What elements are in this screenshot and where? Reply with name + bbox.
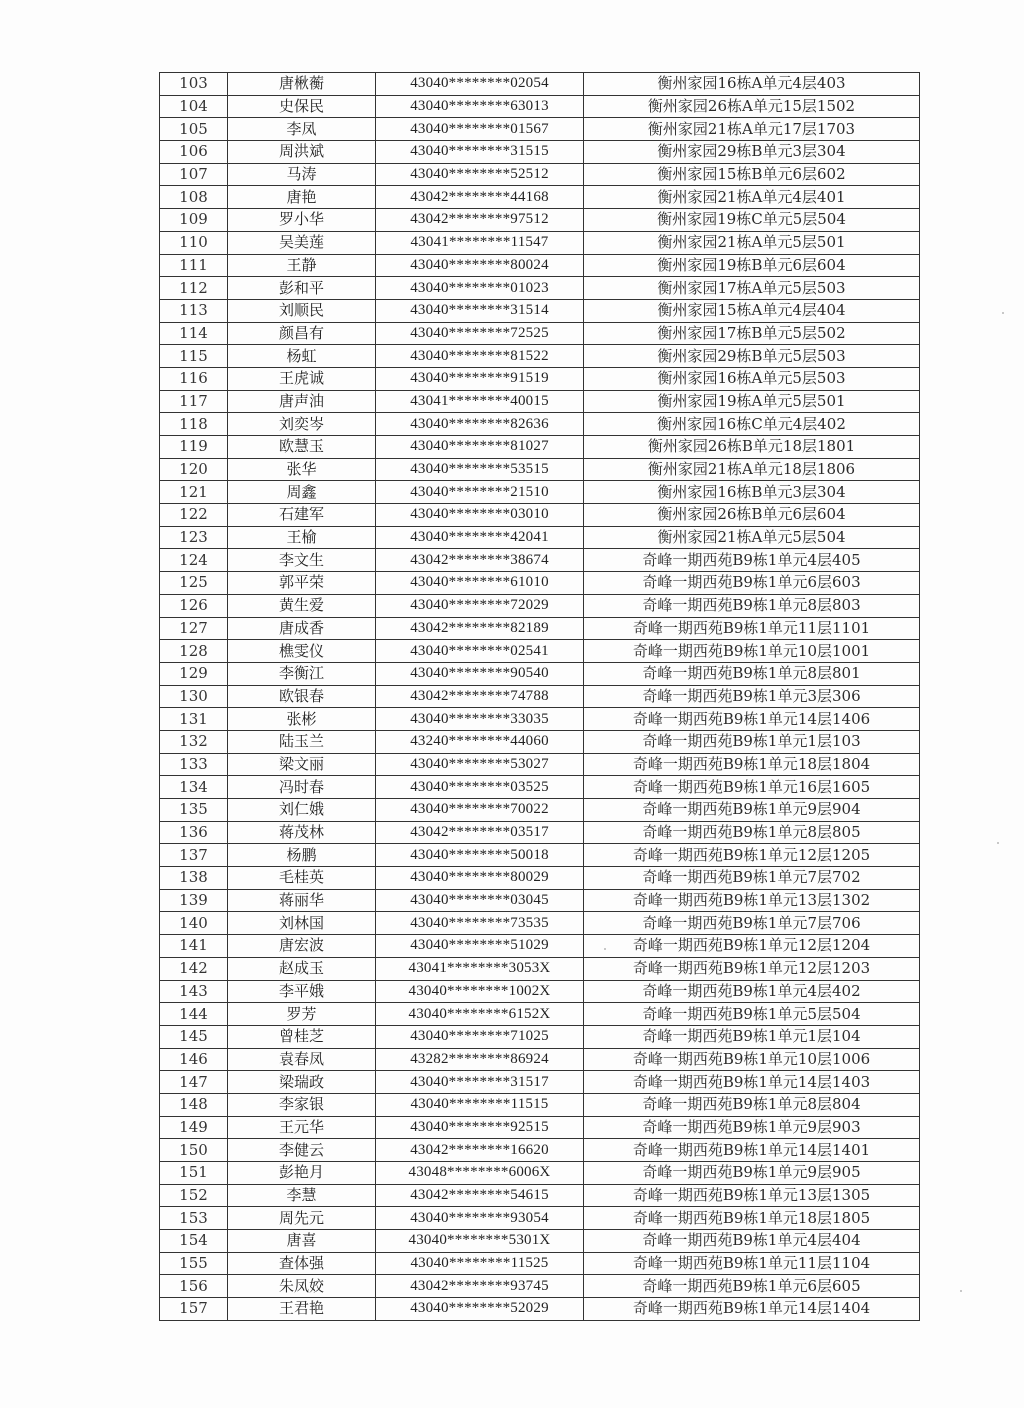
- id-number: 43040********31514: [376, 299, 584, 322]
- id-number: 43040********73535: [376, 912, 584, 935]
- address: 奇峰一期西苑B9栋1单元7层702: [584, 867, 920, 890]
- table-row: [160, 367, 920, 390]
- row-number: 145: [160, 1025, 228, 1048]
- id-number: 43040********02054: [376, 73, 584, 96]
- row-number: 114: [160, 322, 228, 345]
- row-number: 126: [160, 594, 228, 617]
- id-number: 43040********01567: [376, 118, 584, 141]
- resident-name: 周洪斌: [228, 141, 376, 164]
- address: 奇峰一期西苑B9栋1单元3层306: [584, 685, 920, 708]
- table-row: [160, 730, 920, 753]
- table-row: [160, 322, 920, 345]
- table-row: [160, 594, 920, 617]
- row-number: 147: [160, 1071, 228, 1094]
- resident-name: 唐楸蘅: [228, 73, 376, 96]
- address: 奇峰一期西苑B9栋1单元4层402: [584, 980, 920, 1003]
- id-number: 43040********31517: [376, 1071, 584, 1094]
- row-number: 124: [160, 549, 228, 572]
- table-row: [160, 935, 920, 958]
- row-number: 112: [160, 277, 228, 300]
- id-number: 43042********54615: [376, 1184, 584, 1207]
- address: 奇峰一期西苑B9栋1单元8层805: [584, 821, 920, 844]
- id-number: 43040********80029: [376, 867, 584, 890]
- resident-name: 梁瑞政: [228, 1071, 376, 1094]
- id-number: 43042********38674: [376, 549, 584, 572]
- row-number: 138: [160, 867, 228, 890]
- table-row: [160, 889, 920, 912]
- table-row: [160, 186, 920, 209]
- address: 奇峰一期西苑B9栋1单元14层1401: [584, 1139, 920, 1162]
- row-number: 109: [160, 209, 228, 232]
- table-row: [160, 458, 920, 481]
- id-number: 43040********6152X: [376, 1003, 584, 1026]
- id-number: 43040********61010: [376, 572, 584, 595]
- row-number: 150: [160, 1139, 228, 1162]
- id-number: 43040********11515: [376, 1093, 584, 1116]
- id-number: 43040********70022: [376, 799, 584, 822]
- row-number: 139: [160, 889, 228, 912]
- address: 奇峰一期西苑B9栋1单元8层801: [584, 662, 920, 685]
- address: 奇峰一期西苑B9栋1单元14层1403: [584, 1071, 920, 1094]
- id-number: 43040********63013: [376, 95, 584, 118]
- id-number: 43042********03517: [376, 821, 584, 844]
- table-row: [160, 118, 920, 141]
- id-number: 43040********93054: [376, 1207, 584, 1230]
- row-number: 134: [160, 776, 228, 799]
- id-number: 43282********86924: [376, 1048, 584, 1071]
- resident-name: 欧慧玉: [228, 436, 376, 459]
- resident-name: 张华: [228, 458, 376, 481]
- resident-name: 陆玉兰: [228, 730, 376, 753]
- table-row: [160, 753, 920, 776]
- row-number: 131: [160, 708, 228, 731]
- id-number: 43040********5301X: [376, 1230, 584, 1253]
- table-row: [160, 390, 920, 413]
- row-number: 123: [160, 526, 228, 549]
- address: 衡州家园21栋A单元17层1703: [584, 118, 920, 141]
- table-row: [160, 1116, 920, 1139]
- resident-name: 李凤: [228, 118, 376, 141]
- id-number: 43040********92515: [376, 1116, 584, 1139]
- id-number: 43040********02541: [376, 640, 584, 663]
- table-row: [160, 1252, 920, 1275]
- id-number: 43040********53027: [376, 753, 584, 776]
- row-number: 156: [160, 1275, 228, 1298]
- resident-name: 王虎诚: [228, 367, 376, 390]
- resident-name: 蒋茂林: [228, 821, 376, 844]
- table-row: [160, 957, 920, 980]
- id-number: 43040********03525: [376, 776, 584, 799]
- table-row: [160, 141, 920, 164]
- id-number: 43042********16620: [376, 1139, 584, 1162]
- table-row: [160, 1207, 920, 1230]
- resident-name: 查体强: [228, 1252, 376, 1275]
- table-row: [160, 1162, 920, 1185]
- row-number: 152: [160, 1184, 228, 1207]
- row-number: 143: [160, 980, 228, 1003]
- table-row: [160, 640, 920, 663]
- row-number: 104: [160, 95, 228, 118]
- table-row: [160, 662, 920, 685]
- address: 奇峰一期西苑B9栋1单元4层405: [584, 549, 920, 572]
- table-row: [160, 1275, 920, 1298]
- id-number: 43040********53515: [376, 458, 584, 481]
- row-number: 137: [160, 844, 228, 867]
- table-row: [160, 821, 920, 844]
- address: 衡州家园16栋B单元3层304: [584, 481, 920, 504]
- id-number: 43048********6006X: [376, 1162, 584, 1185]
- table-row: [160, 1093, 920, 1116]
- table-row: [160, 299, 920, 322]
- row-number: 105: [160, 118, 228, 141]
- address: 奇峰一期西苑B9栋1单元16层1605: [584, 776, 920, 799]
- address: 奇峰一期西苑B9栋1单元8层804: [584, 1093, 920, 1116]
- table-row: [160, 776, 920, 799]
- resident-name: 唐喜: [228, 1230, 376, 1253]
- row-number: 122: [160, 504, 228, 527]
- resident-name: 李文生: [228, 549, 376, 572]
- resident-name: 唐艳: [228, 186, 376, 209]
- table-row: [160, 1230, 920, 1253]
- address: 衡州家园15栋A单元4层404: [584, 299, 920, 322]
- address: 奇峰一期西苑B9栋1单元8层803: [584, 594, 920, 617]
- resident-name: 王静: [228, 254, 376, 277]
- address: 衡州家园26栋B单元18层1801: [584, 436, 920, 459]
- resident-name: 蒋丽华: [228, 889, 376, 912]
- row-number: 115: [160, 345, 228, 368]
- resident-name: 王元华: [228, 1116, 376, 1139]
- id-number: 43040********72525: [376, 322, 584, 345]
- id-number: 43042********44168: [376, 186, 584, 209]
- id-number: 43041********11547: [376, 231, 584, 254]
- address: 奇峰一期西苑B9栋1单元9层905: [584, 1162, 920, 1185]
- address: 衡州家园21栋A单元5层504: [584, 526, 920, 549]
- address: 奇峰一期西苑B9栋1单元13层1302: [584, 889, 920, 912]
- id-number: 43041********3053X: [376, 957, 584, 980]
- row-number: 157: [160, 1298, 228, 1321]
- row-number: 144: [160, 1003, 228, 1026]
- row-number: 130: [160, 685, 228, 708]
- address: 奇峰一期西苑B9栋1单元14层1406: [584, 708, 920, 731]
- row-number: 118: [160, 413, 228, 436]
- resident-name: 赵成玉: [228, 957, 376, 980]
- resident-name: 史保民: [228, 95, 376, 118]
- table-row: [160, 95, 920, 118]
- resident-name: 李平娥: [228, 980, 376, 1003]
- table-row: [160, 685, 920, 708]
- address: 衡州家园16栋A单元4层403: [584, 73, 920, 96]
- address: 衡州家园16栋C单元4层402: [584, 413, 920, 436]
- table-row: [160, 1298, 920, 1321]
- table-row: [160, 436, 920, 459]
- table-row: [160, 549, 920, 572]
- id-number: 43040********52029: [376, 1298, 584, 1321]
- resident-name: 杨虹: [228, 345, 376, 368]
- resident-roster-table: [159, 72, 920, 1321]
- resident-name: 彭艳月: [228, 1162, 376, 1185]
- id-number: 43041********40015: [376, 390, 584, 413]
- resident-name: 郭平荣: [228, 572, 376, 595]
- row-number: 108: [160, 186, 228, 209]
- table-row: [160, 617, 920, 640]
- address: 奇峰一期西苑B9栋1单元12层1204: [584, 935, 920, 958]
- address: 奇峰一期西苑B9栋1单元6层603: [584, 572, 920, 595]
- id-number: 43240********44060: [376, 730, 584, 753]
- resident-name: 彭和平: [228, 277, 376, 300]
- row-number: 140: [160, 912, 228, 935]
- row-number: 121: [160, 481, 228, 504]
- resident-name: 罗小华: [228, 209, 376, 232]
- id-number: 43040********82636: [376, 413, 584, 436]
- address: 奇峰一期西苑B9栋1单元1层103: [584, 730, 920, 753]
- resident-name: 周先元: [228, 1207, 376, 1230]
- table-row: [160, 1003, 920, 1026]
- resident-name: 吴美莲: [228, 231, 376, 254]
- address: 奇峰一期西苑B9栋1单元12层1205: [584, 844, 920, 867]
- address: 奇峰一期西苑B9栋1单元5层504: [584, 1003, 920, 1026]
- resident-name: 杨鹏: [228, 844, 376, 867]
- resident-name: 冯时春: [228, 776, 376, 799]
- table-row: [160, 572, 920, 595]
- id-number: 43042********93745: [376, 1275, 584, 1298]
- id-number: 43040********52512: [376, 163, 584, 186]
- address: 奇峰一期西苑B9栋1单元14层1404: [584, 1298, 920, 1321]
- table-row: [160, 163, 920, 186]
- address: 衡州家园29栋B单元3层304: [584, 141, 920, 164]
- address: 奇峰一期西苑B9栋1单元6层605: [584, 1275, 920, 1298]
- table-row: [160, 1184, 920, 1207]
- row-number: 127: [160, 617, 228, 640]
- row-number: 155: [160, 1252, 228, 1275]
- row-number: 135: [160, 799, 228, 822]
- scan-speck: [960, 1290, 962, 1292]
- id-number: 43040********1002X: [376, 980, 584, 1003]
- id-number: 43040********01023: [376, 277, 584, 300]
- resident-name: 刘仁娥: [228, 799, 376, 822]
- row-number: 136: [160, 821, 228, 844]
- row-number: 110: [160, 231, 228, 254]
- address: 奇峰一期西苑B9栋1单元9层904: [584, 799, 920, 822]
- id-number: 43040********03045: [376, 889, 584, 912]
- address: 奇峰一期西苑B9栋1单元4层404: [584, 1230, 920, 1253]
- resident-name: 李健云: [228, 1139, 376, 1162]
- address: 衡州家园19栋C单元5层504: [584, 209, 920, 232]
- id-number: 43040********11525: [376, 1252, 584, 1275]
- row-number: 117: [160, 390, 228, 413]
- address: 衡州家园15栋B单元6层602: [584, 163, 920, 186]
- table-row: [160, 209, 920, 232]
- resident-name: 李慧: [228, 1184, 376, 1207]
- row-number: 125: [160, 572, 228, 595]
- id-number: 43040********91519: [376, 367, 584, 390]
- resident-name: 袁春凤: [228, 1048, 376, 1071]
- address: 奇峰一期西苑B9栋1单元9层903: [584, 1116, 920, 1139]
- row-number: 120: [160, 458, 228, 481]
- id-number: 43040********03010: [376, 504, 584, 527]
- table-row: [160, 912, 920, 935]
- row-number: 151: [160, 1162, 228, 1185]
- resident-name: 黄生爱: [228, 594, 376, 617]
- id-number: 43040********42041: [376, 526, 584, 549]
- table-row: [160, 799, 920, 822]
- row-number: 141: [160, 935, 228, 958]
- table-row: [160, 844, 920, 867]
- row-number: 128: [160, 640, 228, 663]
- row-number: 107: [160, 163, 228, 186]
- resident-name: 刘顺民: [228, 299, 376, 322]
- table-row: [160, 708, 920, 731]
- resident-name: 唐宏波: [228, 935, 376, 958]
- row-number: 153: [160, 1207, 228, 1230]
- table-row: [160, 254, 920, 277]
- resident-name: 朱凤姣: [228, 1275, 376, 1298]
- table-row: [160, 481, 920, 504]
- row-number: 154: [160, 1230, 228, 1253]
- table-row: [160, 277, 920, 300]
- row-number: 148: [160, 1093, 228, 1116]
- row-number: 129: [160, 662, 228, 685]
- row-number: 116: [160, 367, 228, 390]
- table-row: [160, 504, 920, 527]
- roster-body: [160, 73, 920, 1321]
- address: 衡州家园26栋B单元6层604: [584, 504, 920, 527]
- table-row: [160, 231, 920, 254]
- address: 衡州家园29栋B单元5层503: [584, 345, 920, 368]
- row-number: 111: [160, 254, 228, 277]
- address: 衡州家园19栋B单元6层604: [584, 254, 920, 277]
- table-row: [160, 1025, 920, 1048]
- resident-name: 马涛: [228, 163, 376, 186]
- table-row: [160, 980, 920, 1003]
- id-number: 43040********90540: [376, 662, 584, 685]
- id-number: 43040********80024: [376, 254, 584, 277]
- row-number: 146: [160, 1048, 228, 1071]
- row-number: 149: [160, 1116, 228, 1139]
- row-number: 132: [160, 730, 228, 753]
- scan-speck: [997, 842, 999, 844]
- id-number: 43040********81027: [376, 436, 584, 459]
- table-row: [160, 1048, 920, 1071]
- table-row: [160, 345, 920, 368]
- row-number: 106: [160, 141, 228, 164]
- row-number: 113: [160, 299, 228, 322]
- resident-name: 李衡江: [228, 662, 376, 685]
- id-number: 43042********82189: [376, 617, 584, 640]
- table-row: [160, 526, 920, 549]
- table-row: [160, 413, 920, 436]
- resident-name: 罗芳: [228, 1003, 376, 1026]
- row-number: 103: [160, 73, 228, 96]
- resident-name: 曾桂芝: [228, 1025, 376, 1048]
- row-number: 142: [160, 957, 228, 980]
- resident-name: 唐声油: [228, 390, 376, 413]
- id-number: 43042********74788: [376, 685, 584, 708]
- table-row: [160, 1071, 920, 1094]
- address: 衡州家园17栋A单元5层503: [584, 277, 920, 300]
- scan-speck: [604, 948, 606, 950]
- address: 衡州家园21栋A单元18层1806: [584, 458, 920, 481]
- id-number: 43040********33035: [376, 708, 584, 731]
- id-number: 43040********72029: [376, 594, 584, 617]
- resident-name: 张彬: [228, 708, 376, 731]
- address: 衡州家园26栋A单元15层1502: [584, 95, 920, 118]
- address: 奇峰一期西苑B9栋1单元12层1203: [584, 957, 920, 980]
- address: 奇峰一期西苑B9栋1单元18层1804: [584, 753, 920, 776]
- address: 衡州家园19栋A单元5层501: [584, 390, 920, 413]
- row-number: 119: [160, 436, 228, 459]
- resident-name: 王榆: [228, 526, 376, 549]
- resident-name: 欧银春: [228, 685, 376, 708]
- resident-name: 石建军: [228, 504, 376, 527]
- resident-name: 毛桂英: [228, 867, 376, 890]
- address: 衡州家园21栋A单元5层501: [584, 231, 920, 254]
- address: 奇峰一期西苑B9栋1单元7层706: [584, 912, 920, 935]
- table-row: [160, 867, 920, 890]
- address: 奇峰一期西苑B9栋1单元18层1805: [584, 1207, 920, 1230]
- scan-speck: [1002, 312, 1004, 314]
- resident-name: 王君艳: [228, 1298, 376, 1321]
- id-number: 43040********71025: [376, 1025, 584, 1048]
- address: 衡州家园17栋B单元5层502: [584, 322, 920, 345]
- id-number: 43040********50018: [376, 844, 584, 867]
- resident-name: 颜昌有: [228, 322, 376, 345]
- id-number: 43040********21510: [376, 481, 584, 504]
- row-number: 133: [160, 753, 228, 776]
- resident-name: 梁文丽: [228, 753, 376, 776]
- id-number: 43040********51029: [376, 935, 584, 958]
- address: 衡州家园21栋A单元4层401: [584, 186, 920, 209]
- resident-name: 刘林国: [228, 912, 376, 935]
- resident-name: 刘奕岑: [228, 413, 376, 436]
- resident-name: 唐成香: [228, 617, 376, 640]
- address: 奇峰一期西苑B9栋1单元10层1001: [584, 640, 920, 663]
- address: 奇峰一期西苑B9栋1单元13层1305: [584, 1184, 920, 1207]
- id-number: 43040********81522: [376, 345, 584, 368]
- address: 奇峰一期西苑B9栋1单元10层1006: [584, 1048, 920, 1071]
- table-row: [160, 73, 920, 96]
- id-number: 43042********97512: [376, 209, 584, 232]
- resident-name: 李家银: [228, 1093, 376, 1116]
- address: 奇峰一期西苑B9栋1单元11层1104: [584, 1252, 920, 1275]
- address: 奇峰一期西苑B9栋1单元11层1101: [584, 617, 920, 640]
- resident-name: 周鑫: [228, 481, 376, 504]
- resident-name: 樵雯仪: [228, 640, 376, 663]
- address: 衡州家园16栋A单元5层503: [584, 367, 920, 390]
- address: 奇峰一期西苑B9栋1单元1层104: [584, 1025, 920, 1048]
- id-number: 43040********31515: [376, 141, 584, 164]
- table-row: [160, 1139, 920, 1162]
